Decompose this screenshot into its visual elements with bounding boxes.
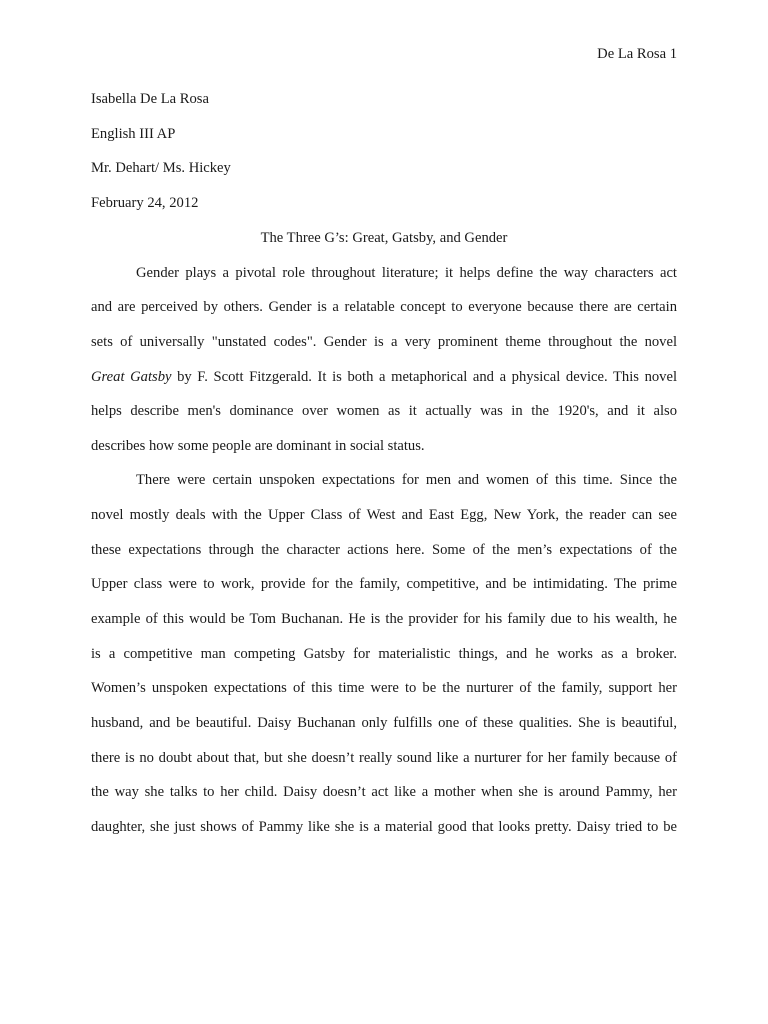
paragraph-2-line-10: the way she talks to her child. Daisy doesn’t act like a mother when she is around Pammy, her xyxy=(91,784,677,800)
paragraph-2-line-5: example of this would be Tom Buchanan. He is the provider for his family due to his wealth, he xyxy=(91,611,677,627)
paragraph-2-line-11: daughter, she just shows of Pammy like she is a material good that looks pretty. Daisy tried to be xyxy=(91,819,677,835)
paragraph-1-line-5: helps describe men's dominance over women as it actually was in the 1920's, and it also xyxy=(91,403,677,419)
paragraph-1-line-1: Gender plays a pivotal role throughout literature; it helps define the way characters act xyxy=(136,265,677,281)
paragraph-2-line-3: these expectations through the character actions here. Some of the men’s expectations of the xyxy=(91,542,677,558)
paragraph-2-line-1: There were certain unspoken expectations for men and women of this time. Since the xyxy=(136,472,677,488)
paragraph-1-line-4-text: by F. Scott Fitzgerald. It is both a metaphorical and a physical device. This novel xyxy=(171,369,677,385)
paragraph-1-line-2: and are perceived by others. Gender is a relatable concept to everyone because there are certain xyxy=(91,299,677,315)
novel-title: Great Gatsby xyxy=(91,369,172,385)
essay-title: The Three G’s: Great, Gatsby, and Gender xyxy=(260,230,508,246)
essay-date: February 24, 2012 xyxy=(91,195,199,211)
course-name: English III AP xyxy=(91,126,176,142)
running-header: De La Rosa 1 xyxy=(597,46,677,62)
paragraph-2-line-8: husband, and be beautiful. Daisy Buchanan only fulfills one of these qualities. She is beautiful, xyxy=(91,715,677,731)
paragraph-2-line-9: there is no doubt about that, but she doesn’t really sound like a nurturer for her family because of xyxy=(91,750,677,766)
author-name: Isabella De La Rosa xyxy=(91,91,209,107)
paragraph-2-line-7: Women’s unspoken expectations of this time were to be the nurturer of the family, support her xyxy=(91,680,677,696)
paragraph-1-line-3: sets of universally "unstated codes". Gender is a very prominent theme throughout the novel xyxy=(91,334,677,350)
paragraph-1-line-4 xyxy=(91,368,677,386)
paragraph-2-line-2: novel mostly deals with the Upper Class of West and East Egg, New York, the reader can see xyxy=(91,507,677,523)
paragraph-2-line-4: Upper class were to work, provide for the family, competitive, and be intimidating. The prime xyxy=(91,576,677,592)
instructor-names: Mr. Dehart/ Ms. Hickey xyxy=(91,160,231,176)
paragraph-2-line-6: is a competitive man competing Gatsby for materialistic things, and he works as a broker. xyxy=(91,646,677,662)
paragraph-1-line-6: describes how some people are dominant in social status. xyxy=(91,438,425,454)
